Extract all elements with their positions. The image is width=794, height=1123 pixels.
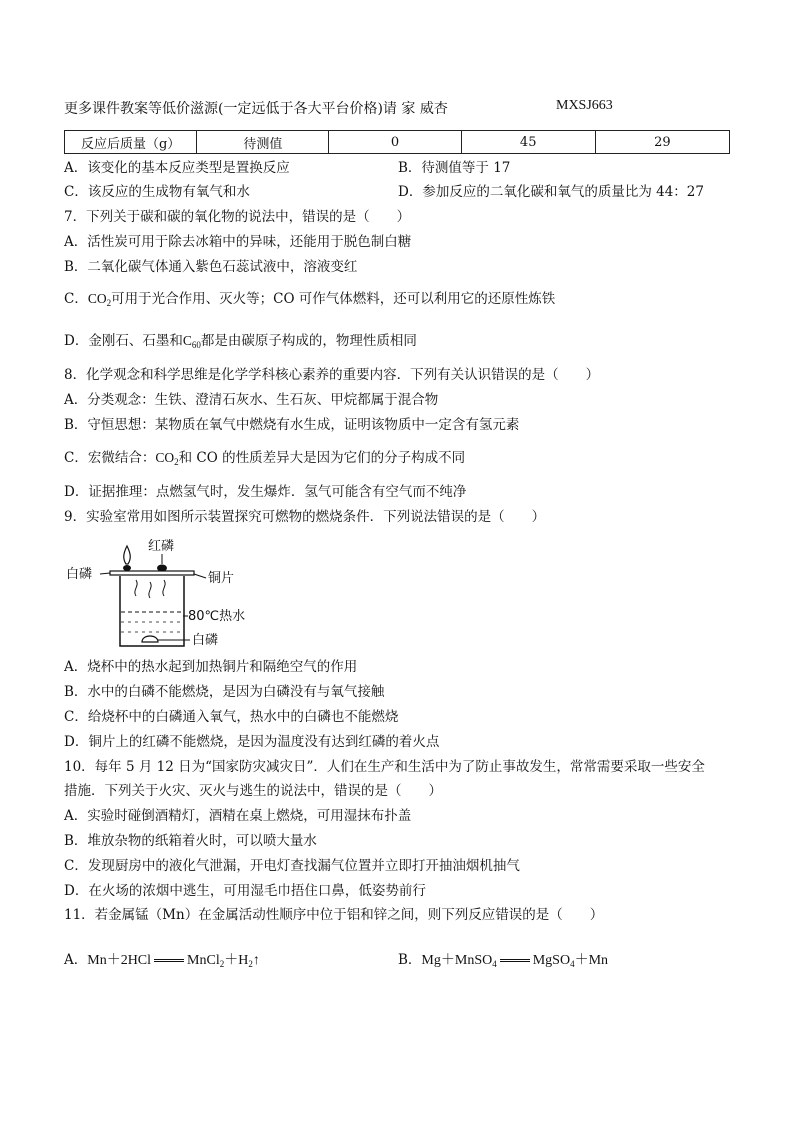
white-phosphorus-top-icon — [123, 565, 131, 571]
q8-stem: 8．化学观念和科学思维是化学学科核心素养的重要内容．下列有关认识错误的是（ ） — [64, 367, 600, 383]
q7-option-c — [64, 290, 555, 308]
equation-reactants: Mg＋MnSO — [421, 953, 493, 968]
q9-stem: 9．实验室常用如图所示装置探究可燃物的燃烧条件．下列说法错误的是（ ） — [64, 509, 546, 525]
beaker-icon — [120, 576, 184, 646]
combustion-apparatus-diagram — [66, 536, 256, 654]
formula-text: CO — [87, 291, 107, 306]
steam-icon — [149, 582, 151, 598]
table-cell: 45 — [461, 131, 595, 154]
table-cell: 0 — [329, 131, 461, 154]
q10-stem-line2: 措施．下列关于火灾、灭火与逃生的说法中，错误的是（ ） — [64, 783, 442, 799]
gas-arrow-icon: ↑ — [252, 953, 260, 968]
equals-sign — [154, 959, 184, 962]
q8-option-d: D．证据推理：点燃氢气时，发生爆炸．氢气可能含有空气而不纯净 — [64, 484, 467, 500]
formula-subscript: 2 — [174, 457, 179, 467]
equation-product: ＋Mn — [574, 953, 609, 968]
mass-table — [64, 130, 730, 154]
q10-stem-line1: 10．每年 5 月 12 日为“国家防灾减灾日”．人们在生产和生活中为了防止事故发生，常常需要采取一些安全 — [64, 759, 705, 775]
formula-text: C — [182, 333, 192, 348]
formula-co2 — [155, 450, 178, 465]
formula-co2 — [88, 291, 111, 306]
formula-subscript: 4 — [570, 959, 575, 969]
label-pointer — [194, 574, 206, 578]
label-hot-water: 80℃热水 — [188, 609, 246, 624]
equation-product: MgSO — [532, 953, 571, 968]
q9-option-a: A．烧杯中的热水起到加热铜片和隔绝空气的作用 — [64, 659, 358, 675]
formula-subscript: 4 — [492, 959, 497, 969]
q9-option-d: D．铜片上的红磷不能燃烧，是因为温度没有达到红磷的着火点 — [64, 734, 440, 750]
formula-c60 — [183, 333, 201, 348]
q7-option-b: B．二氧化碳气体通入紫色石蕊试液中，溶液变红 — [64, 259, 358, 275]
q8-option-b: B．守恒思想：某物质在氧气中燃烧有水生成，证明该物质中一定含有氢元素 — [64, 417, 520, 433]
q6-option-d: D．参加反应的二氧化碳和氧气的质量比为 44：27 — [398, 184, 704, 200]
q7-option-a: A．活性炭可用于除去冰箱中的异味，还能用于脱色制白糖 — [64, 234, 412, 250]
q11-stem: 11．若金属锰（Mn）在金属活动性顺序中位于铝和锌之间，则下列反应错误的是（ ） — [64, 907, 604, 923]
copper-sheet-icon — [110, 571, 194, 575]
option-label: B． — [398, 952, 422, 968]
table-cell: 29 — [595, 131, 729, 154]
formula-subscript: 2 — [106, 298, 112, 308]
label-white-phosphorus-top: 白磷 — [66, 567, 93, 582]
table-cell: 反应后质量（g） — [65, 131, 197, 154]
option-label: C． — [64, 291, 88, 307]
steam-icon — [163, 580, 165, 596]
equals-sign — [500, 959, 530, 962]
table-row — [65, 131, 730, 154]
q6-option-a: A．该变化的基本反应类型是置换反应 — [64, 160, 290, 176]
white-phosphorus-bottom-icon — [142, 636, 158, 642]
equation-product: MnCl — [187, 953, 220, 968]
label-copper-sheet: 铜片 — [208, 571, 235, 586]
header-code: MXSJ663 — [556, 98, 613, 113]
table-cell: 待测值 — [197, 131, 329, 154]
q8-option-c — [64, 449, 465, 467]
q11-option-b — [398, 948, 608, 969]
q10-option-d: D．在火场的浓烟中逃生，可用湿毛巾捂住口鼻，低姿势前行 — [64, 883, 426, 899]
q10-option-a: A．实验时碰倒酒精灯，酒精在桌上燃烧，可用湿抹布扑盖 — [64, 808, 412, 824]
q11-option-a — [64, 948, 260, 969]
formula-subscript: 60 — [191, 340, 201, 350]
option-text: 可用于光合作用、灭火等；CO 可作气体燃料，还可以利用它的还原性炼铁 — [111, 291, 556, 307]
q6-option-c: C．该反应的生成物有氧气和水 — [64, 184, 250, 200]
q8-option-a: A．分类观念：生铁、澄清石灰水、生石灰、甲烷都属于混合物 — [64, 392, 439, 408]
formula-subscript: 2 — [219, 959, 225, 969]
q6-option-b: B．待测值等于 17 — [398, 160, 511, 176]
formula-text: CO — [155, 450, 175, 465]
q10-option-b: B．堆放杂物的纸箱着火时，可以喷大量水 — [64, 833, 317, 849]
label-red-phosphorus: 红磷 — [148, 539, 175, 554]
option-label: A． — [64, 952, 88, 968]
equation-product: ＋H — [224, 953, 249, 968]
option-text: 和 CO 的性质差异大是因为它们的分子构成不同 — [178, 450, 466, 466]
label-pointer — [100, 573, 110, 574]
flame-icon — [124, 546, 130, 564]
page-header — [64, 98, 613, 118]
header-text: 更多课件教案等低价滋源(一定远低于各大平台价格)请 家 威杏 — [64, 101, 448, 117]
q7-stem: 7．下列关于碳和碳的氧化物的说法中，错误的是（ ） — [64, 209, 411, 225]
q7-option-d — [64, 332, 417, 350]
q9-option-c: C．给烧杯中的白磷通入氧气，热水中的白磷也不能燃烧 — [64, 709, 399, 725]
option-text: C．宏微结合： — [64, 450, 156, 466]
q10-option-c: C．发现厨房中的液化气泄漏，开电灯查找漏气位置并立即打开抽油烟机抽气 — [64, 858, 520, 874]
formula-subscript: 2 — [248, 959, 253, 969]
label-white-phosphorus-bottom: 白磷 — [192, 633, 219, 648]
q9-option-b: B．水中的白磷不能燃烧，是因为白磷没有与氧气接触 — [64, 684, 385, 700]
equation-reactants: Mn＋2HCl — [87, 953, 152, 968]
option-text: D．金刚石、石墨和 — [64, 333, 183, 349]
option-text: 都是由碳原子构成的，物理性质相同 — [200, 333, 417, 349]
steam-icon — [135, 580, 137, 596]
